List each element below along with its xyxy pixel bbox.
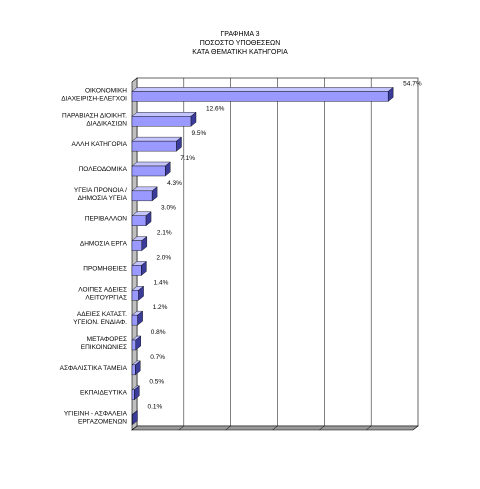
category-label: ΑΔΕΙΕΣ ΚΑΤΑΣΤ. bbox=[76, 311, 127, 319]
category-label: ΥΓΙΕΙΝΗ - ΑΣΦΑΛΕΙΑ bbox=[63, 410, 127, 418]
data-label: 0.5% bbox=[149, 378, 165, 386]
data-label: 1.2% bbox=[152, 304, 168, 312]
category-label: ΔΙΑΧΕΙΡΙΣΗ-ΕΛΕΓΧΟΙ bbox=[61, 95, 127, 103]
chart-title-line: ΠΟΣΟΣΤΟ ΥΠΟΘΕΣΕΩΝ bbox=[199, 40, 281, 47]
data-label: 4.3% bbox=[167, 179, 182, 187]
bar bbox=[132, 390, 134, 400]
category-label: ΥΓΕΙΑ ΠΡΟΝΟΙΑ / bbox=[73, 186, 127, 194]
bar bbox=[132, 166, 165, 176]
bar bbox=[132, 91, 388, 101]
category-label: ΔΗΜΟΣΙΑ ΕΡΓΑ bbox=[79, 240, 127, 248]
bar-top-face bbox=[132, 112, 196, 116]
bar bbox=[132, 216, 146, 226]
bar bbox=[132, 315, 138, 325]
bar bbox=[132, 141, 176, 151]
data-label: 54.7% bbox=[403, 80, 422, 88]
data-label: 0.8% bbox=[150, 329, 166, 336]
category-label: ΔΗΜΟΣΙΑ ΥΓΕΙΑ bbox=[77, 194, 127, 202]
category-label: ΠΡΟΜΗΘΕΙΕΣ bbox=[83, 265, 127, 273]
chart-title-line: ΚΑΤΑ ΘΕΜΑΤΙΚΗ ΚΑΤΗΓΟΡΙΑ bbox=[192, 49, 288, 56]
bar-top-face bbox=[132, 137, 181, 141]
category-label: ΜΕΤΑΦΟΡΕΣ bbox=[86, 336, 127, 343]
bar-top-face bbox=[132, 87, 393, 91]
data-label: 0.7% bbox=[150, 353, 166, 361]
category-label: ΠΟΛΕΟΔΟΜΙΚΑ bbox=[78, 166, 127, 173]
bar bbox=[132, 116, 191, 126]
bar bbox=[132, 365, 135, 375]
bar bbox=[132, 265, 141, 275]
bar bbox=[132, 290, 139, 300]
data-label: 0.1% bbox=[147, 403, 163, 411]
category-label: ΟΙΚΟΝΟΜΙΚΗ bbox=[84, 87, 127, 95]
data-label: 2.0% bbox=[156, 254, 172, 262]
bar bbox=[132, 340, 136, 350]
bar bbox=[132, 191, 152, 201]
category-label: ΛΟΙΠΕΣ ΑΔΕΙΕΣ bbox=[78, 286, 127, 294]
chart-title-line: ΓΡΑΦΗΜΑ 3 bbox=[220, 31, 260, 38]
data-label: 7.1% bbox=[180, 155, 196, 162]
data-label: 12.6% bbox=[206, 105, 225, 113]
category-label: ΠΕΡΙΒΑΛΛΟΝ bbox=[84, 215, 127, 223]
category-label: ΕΡΓΑΖΟΜΕΝΩΝ bbox=[77, 418, 127, 426]
category-label: ΥΓΕΙΟΝ. ΕΝΔΙΑΦ. bbox=[73, 319, 127, 327]
bar-top-face bbox=[132, 162, 170, 166]
category-label: ΕΠΙΚΟΙΝΩΝΙΕΣ bbox=[80, 344, 127, 351]
data-label: 9.5% bbox=[191, 130, 207, 138]
category-label: ΛΕΙΤΟΥΡΓΙΑΣ bbox=[85, 294, 127, 302]
category-label: ΠΑΡΑΒΙΑΣΗ ΔΙΟΙΚΗΤ. bbox=[62, 112, 127, 120]
data-label: 2.1% bbox=[156, 229, 172, 237]
category-label: ΔΙΑΔΙΚΑΣΙΩΝ bbox=[86, 120, 127, 128]
category-label: ΑΣΦΑΛΙΣΤΙΚΑ ΤΑΜΕΙΑ bbox=[59, 364, 127, 372]
category-label: ΕΚΠΑΙΔΕΥΤΙΚΑ bbox=[80, 389, 127, 397]
data-label: 3.0% bbox=[161, 204, 176, 212]
category-label: ΑΛΛΗ ΚΑΤΗΓΟΡΙΑ bbox=[71, 141, 127, 149]
data-label: 1.4% bbox=[153, 279, 169, 287]
plot-side-wall bbox=[132, 78, 137, 430]
bar bbox=[132, 241, 142, 251]
